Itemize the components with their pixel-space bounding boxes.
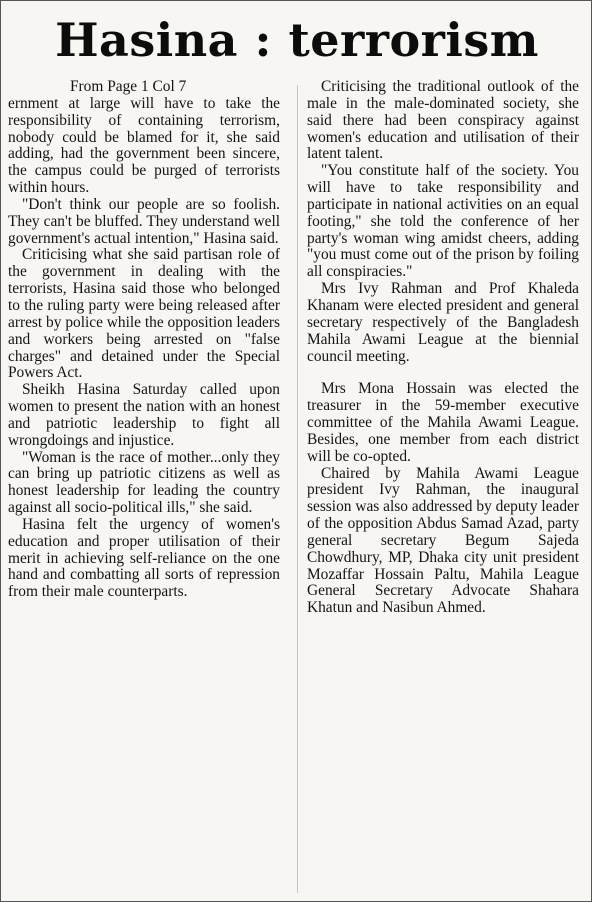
headline: Hasina : terrorism (55, 13, 539, 67)
paragraph: Criticising what she said partisan role of the government in dealing with the terrorists, Hasina said those who belonged to the ruling party were being released after arrest by police while the opposition leaders and workers being arrested on "false charges" and detained under the Special Powers Act. (8, 246, 280, 382)
right-column (307, 79, 579, 617)
column-divider (297, 85, 298, 893)
paragraph: Mrs Ivy Rahman and Prof Khaleda Khanam were elected president and general secretary respectively of the Bangladesh Mahila Awami League at the biennial council meeting. (307, 280, 579, 365)
paragraph: ernment at large will have to take the responsibility of containing terrorism, nobody could be blamed for it, she said adding, had the government been sincere, the campus could be purged of terrorists within hours. (8, 94, 280, 197)
paragraph: Hasina felt the urgency of women's education and proper utilisation of their merit in achieving self-reliance on the one hand and combatting all sorts of repression from their male counterparts. (8, 515, 280, 601)
paragraph: Sheikh Hasina Saturday called upon women to present the nation with an honest and patriotic leadership to fight all wrongdoings and injustice. (8, 381, 280, 449)
left-column (8, 79, 280, 601)
paragraph: "You constitute half of the society. You will have to take responsibility and participate in national activities on an equal footing," she told the conference of her party's woman wing amidst cheers, adding "you must come out of the prison by foiling all conspiracies." (307, 162, 579, 281)
paragraph: "Woman is the race of mother...only they can bring up patriotic citizens as well as honest leadership for leading the country against all socio-political ills," she said. (8, 448, 280, 517)
paragraph: "Don't think our people are so foolish. They can't be bluffed. They understand well government's actual intention," Hasina said. (8, 195, 280, 247)
jump-line: From Page 1 Col 7 (70, 78, 187, 95)
paragraph: Criticising the traditional outlook of the male in the male-dominated society, she said there had been conspiracy against women's education and utilisation of their latent talent. (307, 78, 579, 163)
paragraph: Chaired by Mahila Awami League president Ivy Rahman, the inaugural session was also addressed by deputy leader of the opposition Abdus Samad Azad, party general secretary Begum Sajeda Chowdhury, MP, Dhaka city unit president Mozaffar Hossain Paltu, Mahila League General Secretary Advocate Shahara Khatun and Nasibun Ahmed. (307, 464, 579, 617)
paragraph: Mrs Mona Hossain was elected the treasurer in the 59-member executive committee of the Mahila Awami League. Besides, one member from each district will be co-opted. (307, 380, 579, 465)
